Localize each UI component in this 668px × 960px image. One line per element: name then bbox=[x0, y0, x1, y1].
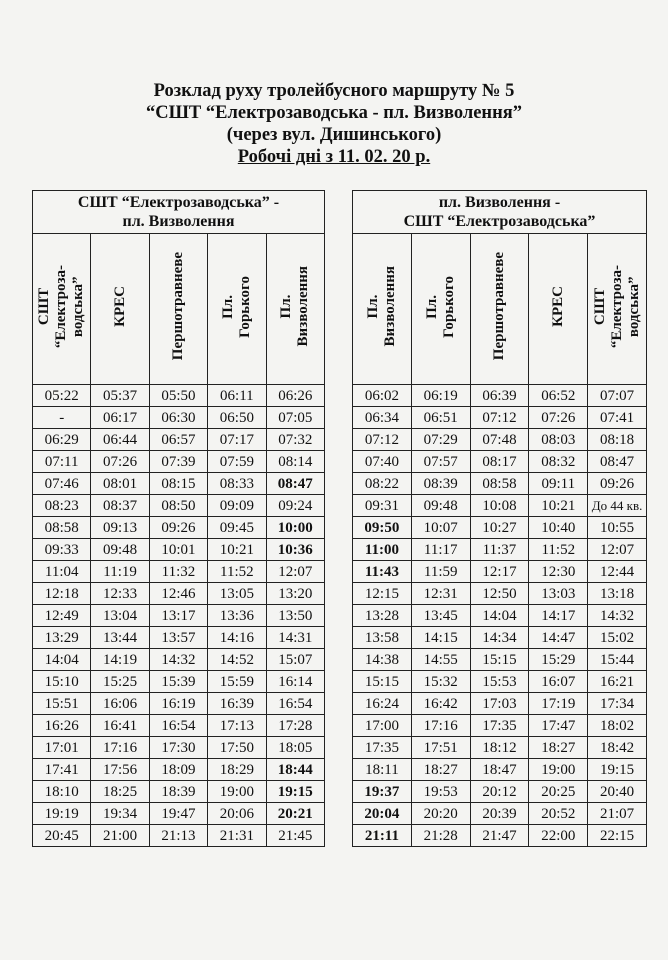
time-cell: 10:27 bbox=[470, 517, 529, 539]
time-cell: 06:57 bbox=[149, 429, 207, 451]
time-cell: 22:15 bbox=[588, 825, 647, 847]
table-row bbox=[353, 627, 647, 649]
time-cell: 13:20 bbox=[266, 583, 324, 605]
time-cell: 08:37 bbox=[91, 495, 149, 517]
time-cell: 13:29 bbox=[33, 627, 91, 649]
time-cell: 06:39 bbox=[470, 385, 529, 407]
route-name: “СШТ “Електрозаводська - пл. Визволення” bbox=[146, 103, 522, 123]
time-cell: 06:29 bbox=[33, 429, 91, 451]
time-cell: 19:53 bbox=[411, 781, 470, 803]
time-cell: 15:25 bbox=[91, 671, 149, 693]
time-cell: 18:42 bbox=[588, 737, 647, 759]
time-cell: 06:44 bbox=[91, 429, 149, 451]
time-cell: 21:31 bbox=[208, 825, 266, 847]
right-stop-header bbox=[470, 234, 529, 385]
time-cell: 07:26 bbox=[91, 451, 149, 473]
time-cell: 14:04 bbox=[470, 605, 529, 627]
time-cell: 17:16 bbox=[91, 737, 149, 759]
time-cell: До 44 кв. bbox=[588, 495, 647, 517]
time-cell: 13:17 bbox=[149, 605, 207, 627]
time-cell: 16:54 bbox=[266, 693, 324, 715]
table-row bbox=[353, 671, 647, 693]
time-cell: 20:40 bbox=[588, 781, 647, 803]
time-cell: 19:47 bbox=[149, 803, 207, 825]
time-cell: 16:54 bbox=[149, 715, 207, 737]
time-cell: 07:29 bbox=[411, 429, 470, 451]
time-cell: 06:17 bbox=[91, 407, 149, 429]
table-row bbox=[33, 583, 325, 605]
time-cell: 17:28 bbox=[266, 715, 324, 737]
time-cell: 16:21 bbox=[588, 671, 647, 693]
time-cell: 13:58 bbox=[353, 627, 412, 649]
time-cell: 08:39 bbox=[411, 473, 470, 495]
time-cell: 13:18 bbox=[588, 583, 647, 605]
left-stop-header bbox=[149, 234, 207, 385]
time-cell: 20:39 bbox=[470, 803, 529, 825]
time-cell: 16:39 bbox=[208, 693, 266, 715]
time-cell: 09:48 bbox=[91, 539, 149, 561]
time-cell: 17:34 bbox=[588, 693, 647, 715]
table-row bbox=[353, 693, 647, 715]
right-stop-name: Пл. Визволення bbox=[364, 266, 398, 347]
table-row bbox=[33, 649, 325, 671]
time-cell: 12:50 bbox=[470, 583, 529, 605]
time-cell: 14:52 bbox=[208, 649, 266, 671]
time-cell: 13:57 bbox=[149, 627, 207, 649]
time-cell: 06:50 bbox=[208, 407, 266, 429]
time-cell: 17:19 bbox=[529, 693, 588, 715]
time-cell: 06:30 bbox=[149, 407, 207, 429]
time-cell: 18:47 bbox=[470, 759, 529, 781]
time-cell: 12:49 bbox=[33, 605, 91, 627]
table-row bbox=[33, 781, 325, 803]
time-cell: 18:09 bbox=[149, 759, 207, 781]
time-cell: 11:17 bbox=[411, 539, 470, 561]
time-cell: 15:29 bbox=[529, 649, 588, 671]
time-cell: 08:15 bbox=[149, 473, 207, 495]
left-stop-header bbox=[91, 234, 149, 385]
time-cell: 21:45 bbox=[266, 825, 324, 847]
time-cell: 17:50 bbox=[208, 737, 266, 759]
time-cell: 07:32 bbox=[266, 429, 324, 451]
time-cell: 08:58 bbox=[470, 473, 529, 495]
time-cell: 06:26 bbox=[266, 385, 324, 407]
right-stop-header bbox=[529, 234, 588, 385]
time-cell: 13:28 bbox=[353, 605, 412, 627]
time-cell: 21:13 bbox=[149, 825, 207, 847]
time-cell: 18:29 bbox=[208, 759, 266, 781]
table-row bbox=[33, 517, 325, 539]
time-cell: 14:47 bbox=[529, 627, 588, 649]
time-cell: 19:15 bbox=[266, 781, 324, 803]
time-cell: 18:11 bbox=[353, 759, 412, 781]
time-cell: 08:47 bbox=[266, 473, 324, 495]
right-stop-header bbox=[411, 234, 470, 385]
time-cell: 09:26 bbox=[149, 517, 207, 539]
table-row bbox=[33, 803, 325, 825]
time-cell: 08:47 bbox=[588, 451, 647, 473]
left-direction-line2: пл. Визволення bbox=[122, 213, 235, 230]
time-cell: 16:14 bbox=[266, 671, 324, 693]
table-row bbox=[33, 605, 325, 627]
time-cell: 06:11 bbox=[208, 385, 266, 407]
time-cell: 08:18 bbox=[588, 429, 647, 451]
time-cell: 19:19 bbox=[33, 803, 91, 825]
table-row bbox=[353, 429, 647, 451]
time-cell: 18:10 bbox=[33, 781, 91, 803]
table-row bbox=[353, 715, 647, 737]
time-cell: 14:31 bbox=[266, 627, 324, 649]
time-cell: 06:52 bbox=[529, 385, 588, 407]
time-cell: 13:05 bbox=[208, 583, 266, 605]
time-cell: 15:39 bbox=[149, 671, 207, 693]
table-row bbox=[33, 671, 325, 693]
time-cell: 21:28 bbox=[411, 825, 470, 847]
time-cell: 06:19 bbox=[411, 385, 470, 407]
time-cell: 19:00 bbox=[529, 759, 588, 781]
time-cell: 08:58 bbox=[33, 517, 91, 539]
schedule-title: Розклад руху тролейбусного маршруту № 5 bbox=[153, 81, 515, 101]
time-cell: 14:19 bbox=[91, 649, 149, 671]
time-cell: 19:37 bbox=[353, 781, 412, 803]
time-cell: 06:02 bbox=[353, 385, 412, 407]
route-via: (через вул. Дишинського) bbox=[226, 125, 442, 145]
table-row bbox=[353, 385, 647, 407]
time-cell: 09:24 bbox=[266, 495, 324, 517]
table-row bbox=[33, 693, 325, 715]
table-row bbox=[33, 385, 325, 407]
time-cell: 07:11 bbox=[33, 451, 91, 473]
time-cell: 09:09 bbox=[208, 495, 266, 517]
time-cell: 13:45 bbox=[411, 605, 470, 627]
time-cell: 17:13 bbox=[208, 715, 266, 737]
time-cell: 09:48 bbox=[411, 495, 470, 517]
time-cell: 17:00 bbox=[353, 715, 412, 737]
left-direction-line1: СШТ “Електрозаводська” - bbox=[77, 194, 280, 211]
time-cell: 20:25 bbox=[529, 781, 588, 803]
time-cell: 08:03 bbox=[529, 429, 588, 451]
right-stop-name: Пл. Горького bbox=[423, 275, 457, 338]
time-cell: 12:44 bbox=[588, 561, 647, 583]
time-cell: 07:40 bbox=[353, 451, 412, 473]
time-cell: 07:26 bbox=[529, 407, 588, 429]
time-cell: 15:15 bbox=[353, 671, 412, 693]
time-cell: 10:21 bbox=[208, 539, 266, 561]
table-row bbox=[33, 627, 325, 649]
time-cell: 11:37 bbox=[470, 539, 529, 561]
time-cell: 20:04 bbox=[353, 803, 412, 825]
table-row bbox=[353, 495, 647, 517]
left-stop-name: КРЕС bbox=[111, 286, 128, 327]
time-cell: 14:16 bbox=[208, 627, 266, 649]
time-cell: 14:17 bbox=[529, 605, 588, 627]
time-cell: 14:15 bbox=[411, 627, 470, 649]
time-cell: 10:00 bbox=[266, 517, 324, 539]
time-cell: 11:52 bbox=[529, 539, 588, 561]
time-cell: 05:50 bbox=[149, 385, 207, 407]
left-direction-title bbox=[33, 191, 325, 234]
time-cell: 09:13 bbox=[91, 517, 149, 539]
time-cell: 11:32 bbox=[149, 561, 207, 583]
time-cell: 09:26 bbox=[588, 473, 647, 495]
time-cell: 07:39 bbox=[149, 451, 207, 473]
time-cell: 21:07 bbox=[588, 803, 647, 825]
time-cell: 21:11 bbox=[353, 825, 412, 847]
time-cell: 18:27 bbox=[529, 737, 588, 759]
table-row bbox=[353, 737, 647, 759]
time-cell: 13:03 bbox=[529, 583, 588, 605]
time-cell: 19:00 bbox=[208, 781, 266, 803]
table-row bbox=[33, 737, 325, 759]
time-cell: 18:39 bbox=[149, 781, 207, 803]
document-header bbox=[0, 80, 668, 168]
time-cell: - bbox=[33, 407, 91, 429]
time-cell: 10:36 bbox=[266, 539, 324, 561]
time-cell: 10:08 bbox=[470, 495, 529, 517]
time-cell: 17:01 bbox=[33, 737, 91, 759]
right-direction-line2: СШТ “Електрозаводська” bbox=[403, 213, 596, 230]
time-cell: 18:25 bbox=[91, 781, 149, 803]
right-direction-title bbox=[353, 191, 647, 234]
time-cell: 13:50 bbox=[266, 605, 324, 627]
time-cell: 11:52 bbox=[208, 561, 266, 583]
time-cell: 14:38 bbox=[353, 649, 412, 671]
table-row bbox=[33, 561, 325, 583]
time-cell: 07:59 bbox=[208, 451, 266, 473]
validity-date: Робочі дні з 11. 02. 20 р. bbox=[237, 147, 431, 167]
time-cell: 21:00 bbox=[91, 825, 149, 847]
time-cell: 11:00 bbox=[353, 539, 412, 561]
time-cell: 07:57 bbox=[411, 451, 470, 473]
table-row bbox=[353, 649, 647, 671]
time-cell: 12:46 bbox=[149, 583, 207, 605]
time-cell: 12:33 bbox=[91, 583, 149, 605]
time-cell: 07:17 bbox=[208, 429, 266, 451]
left-stop-name: Пл. Визволення bbox=[278, 266, 312, 347]
time-cell: 16:26 bbox=[33, 715, 91, 737]
left-stop-name: СШТ “Електроза- водська” bbox=[36, 264, 87, 349]
time-cell: 20:21 bbox=[266, 803, 324, 825]
time-cell: 18:05 bbox=[266, 737, 324, 759]
time-cell: 12:30 bbox=[529, 561, 588, 583]
time-cell: 07:41 bbox=[588, 407, 647, 429]
right-stop-name: СШТ “Електроза- водська” bbox=[591, 264, 642, 349]
time-cell: 10:55 bbox=[588, 517, 647, 539]
left-stop-header bbox=[208, 234, 266, 385]
time-cell: 11:59 bbox=[411, 561, 470, 583]
time-cell: 14:32 bbox=[588, 605, 647, 627]
time-cell: 09:31 bbox=[353, 495, 412, 517]
time-cell: 17:41 bbox=[33, 759, 91, 781]
time-cell: 07:48 bbox=[470, 429, 529, 451]
left-direction-table bbox=[32, 190, 325, 847]
time-cell: 12:31 bbox=[411, 583, 470, 605]
time-cell: 08:33 bbox=[208, 473, 266, 495]
time-cell: 16:41 bbox=[91, 715, 149, 737]
table-row bbox=[353, 803, 647, 825]
time-cell: 17:16 bbox=[411, 715, 470, 737]
time-cell: 21:47 bbox=[470, 825, 529, 847]
time-cell: 16:19 bbox=[149, 693, 207, 715]
time-cell: 07:46 bbox=[33, 473, 91, 495]
time-cell: 09:45 bbox=[208, 517, 266, 539]
time-cell: 10:21 bbox=[529, 495, 588, 517]
time-cell: 08:32 bbox=[529, 451, 588, 473]
table-row bbox=[33, 825, 325, 847]
table-row bbox=[353, 539, 647, 561]
time-cell: 09:33 bbox=[33, 539, 91, 561]
time-cell: 07:12 bbox=[353, 429, 412, 451]
time-cell: 15:59 bbox=[208, 671, 266, 693]
time-cell: 12:18 bbox=[33, 583, 91, 605]
table-row bbox=[353, 781, 647, 803]
right-stop-header bbox=[588, 234, 647, 385]
right-stop-name: КРЕС bbox=[549, 286, 566, 327]
time-cell: 20:52 bbox=[529, 803, 588, 825]
time-cell: 06:51 bbox=[411, 407, 470, 429]
time-cell: 17:35 bbox=[470, 715, 529, 737]
time-cell: 12:07 bbox=[588, 539, 647, 561]
time-cell: 08:17 bbox=[470, 451, 529, 473]
time-cell: 08:22 bbox=[353, 473, 412, 495]
time-cell: 08:23 bbox=[33, 495, 91, 517]
table-row bbox=[353, 825, 647, 847]
time-cell: 15:15 bbox=[470, 649, 529, 671]
time-cell: 07:07 bbox=[588, 385, 647, 407]
time-cell: 14:55 bbox=[411, 649, 470, 671]
right-direction-line1: пл. Визволення - bbox=[438, 194, 561, 211]
time-cell: 12:07 bbox=[266, 561, 324, 583]
time-cell: 19:34 bbox=[91, 803, 149, 825]
time-cell: 17:51 bbox=[411, 737, 470, 759]
time-cell: 20:45 bbox=[33, 825, 91, 847]
time-cell: 07:05 bbox=[266, 407, 324, 429]
left-stop-header bbox=[33, 234, 91, 385]
time-cell: 12:15 bbox=[353, 583, 412, 605]
time-cell: 22:00 bbox=[529, 825, 588, 847]
time-cell: 18:27 bbox=[411, 759, 470, 781]
time-cell: 08:01 bbox=[91, 473, 149, 495]
right-stop-header bbox=[353, 234, 412, 385]
table-row bbox=[353, 407, 647, 429]
time-cell: 17:47 bbox=[529, 715, 588, 737]
time-cell: 15:32 bbox=[411, 671, 470, 693]
time-cell: 16:06 bbox=[91, 693, 149, 715]
time-cell: 18:44 bbox=[266, 759, 324, 781]
time-cell: 09:50 bbox=[353, 517, 412, 539]
time-cell: 10:01 bbox=[149, 539, 207, 561]
left-stop-name: Пл. Горького bbox=[219, 275, 253, 338]
table-row bbox=[33, 759, 325, 781]
time-cell: 15:51 bbox=[33, 693, 91, 715]
time-cell: 17:30 bbox=[149, 737, 207, 759]
time-cell: 10:40 bbox=[529, 517, 588, 539]
time-cell: 05:22 bbox=[33, 385, 91, 407]
time-cell: 09:11 bbox=[529, 473, 588, 495]
time-cell: 15:44 bbox=[588, 649, 647, 671]
time-cell: 18:02 bbox=[588, 715, 647, 737]
table-row bbox=[353, 605, 647, 627]
time-cell: 14:32 bbox=[149, 649, 207, 671]
table-row bbox=[33, 539, 325, 561]
table-row bbox=[33, 715, 325, 737]
time-cell: 12:17 bbox=[470, 561, 529, 583]
time-cell: 11:43 bbox=[353, 561, 412, 583]
table-row bbox=[353, 473, 647, 495]
time-cell: 20:20 bbox=[411, 803, 470, 825]
time-cell: 11:19 bbox=[91, 561, 149, 583]
time-cell: 16:24 bbox=[353, 693, 412, 715]
table-row bbox=[353, 759, 647, 781]
time-cell: 08:14 bbox=[266, 451, 324, 473]
table-row bbox=[353, 561, 647, 583]
time-cell: 15:53 bbox=[470, 671, 529, 693]
time-cell: 10:07 bbox=[411, 517, 470, 539]
table-row bbox=[33, 407, 325, 429]
time-cell: 11:04 bbox=[33, 561, 91, 583]
time-cell: 20:12 bbox=[470, 781, 529, 803]
time-cell: 13:36 bbox=[208, 605, 266, 627]
table-row bbox=[353, 517, 647, 539]
time-cell: 15:07 bbox=[266, 649, 324, 671]
time-cell: 13:44 bbox=[91, 627, 149, 649]
time-cell: 17:03 bbox=[470, 693, 529, 715]
time-cell: 14:34 bbox=[470, 627, 529, 649]
table-row bbox=[33, 451, 325, 473]
table-row bbox=[33, 495, 325, 517]
time-cell: 05:37 bbox=[91, 385, 149, 407]
time-cell: 20:06 bbox=[208, 803, 266, 825]
right-direction-table bbox=[352, 190, 647, 847]
time-cell: 07:12 bbox=[470, 407, 529, 429]
table-row bbox=[33, 473, 325, 495]
time-cell: 14:04 bbox=[33, 649, 91, 671]
time-cell: 15:02 bbox=[588, 627, 647, 649]
time-cell: 18:12 bbox=[470, 737, 529, 759]
time-cell: 08:50 bbox=[149, 495, 207, 517]
time-cell: 16:07 bbox=[529, 671, 588, 693]
time-cell: 15:10 bbox=[33, 671, 91, 693]
time-cell: 17:56 bbox=[91, 759, 149, 781]
time-cell: 13:04 bbox=[91, 605, 149, 627]
time-cell: 17:35 bbox=[353, 737, 412, 759]
left-stop-name: Першотравневе bbox=[169, 252, 186, 361]
time-cell: 19:15 bbox=[588, 759, 647, 781]
left-stop-header bbox=[266, 234, 324, 385]
table-row bbox=[353, 451, 647, 473]
right-stop-name: Першотравневе bbox=[490, 252, 507, 361]
time-cell: 06:34 bbox=[353, 407, 412, 429]
table-row bbox=[33, 429, 325, 451]
table-row bbox=[353, 583, 647, 605]
time-cell: 16:42 bbox=[411, 693, 470, 715]
